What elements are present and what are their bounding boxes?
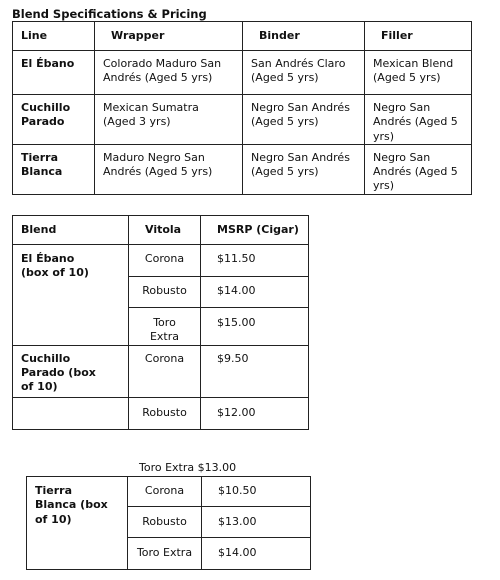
tierra-blanca-table [26, 476, 311, 570]
table-row [13, 345, 309, 397]
msrp-value: $13.00 [218, 515, 257, 528]
msrp-value: $12.00 [217, 405, 256, 419]
line-name: Tierra Blanca [21, 150, 63, 179]
table-header-row [13, 22, 472, 51]
msrp-value: $15.00 [217, 316, 256, 329]
line-name: Cuchillo Parado [21, 101, 71, 129]
pricing-table [12, 215, 309, 430]
vitola-value: Robusto [142, 405, 187, 419]
vitola-value: Corona [144, 484, 185, 497]
blend-name: El Ébano (box of 10) [21, 252, 89, 280]
binder-value: Negro San Andrés (Aged 5 yrs) [251, 150, 350, 179]
header-wrapper: Wrapper [111, 29, 165, 42]
msrp-value: $11.50 [217, 252, 256, 265]
wrapper-value: Colorado Maduro San Andrés (Aged 5 yrs) [103, 57, 222, 85]
header-line: Line [21, 29, 48, 42]
table-row [13, 51, 472, 95]
filler-value: Negro San Andrés (Aged 5 yrs) [373, 150, 458, 193]
header-vitola: Vitola [145, 223, 182, 236]
msrp-value: $9.50 [217, 351, 249, 365]
header-binder: Binder [259, 29, 300, 42]
msrp-value: $14.00 [218, 546, 257, 559]
header-blend: Blend [21, 223, 57, 236]
vitola-value: Corona [144, 252, 185, 265]
wrapper-value: Mexican Sumatra (Aged 3 yrs) [103, 101, 199, 129]
wrapper-value: Maduro Negro San Andrés (Aged 5 yrs) [103, 150, 213, 179]
blend-name: Tierra Blanca (box of 10) [35, 484, 108, 526]
vitola-value: Toro Extra [149, 316, 180, 344]
filler-value: Negro San Andrés (Aged 5 yrs) [373, 101, 458, 143]
table-row [13, 245, 309, 277]
header-msrp: MSRP (Cigar) [217, 223, 299, 236]
line-name: El Ébano [21, 57, 75, 70]
empty-cell [13, 398, 128, 403]
msrp-value: $10.50 [218, 484, 257, 497]
vitola-value: Toro Extra [136, 546, 193, 559]
blend-spec-table [12, 21, 472, 195]
table-header-row [13, 216, 309, 245]
document-title: Blend Specifications & Pricing [12, 7, 207, 21]
binder-value: Negro San Andrés (Aged 5 yrs) [251, 101, 350, 129]
table-row [13, 95, 472, 145]
msrp-value: $14.00 [217, 284, 256, 297]
blend-name: Cuchillo Parado (box of 10) [21, 351, 96, 394]
filler-value: Mexican Blend (Aged 5 yrs) [373, 57, 454, 85]
vitola-value: Corona [144, 351, 185, 365]
stray-price-note: Toro Extra $13.00 [139, 461, 237, 474]
table-row [13, 144, 472, 194]
binder-value: San Andrés Claro (Aged 5 yrs) [251, 57, 346, 85]
vitola-value: Robusto [142, 284, 187, 297]
table-row [27, 477, 311, 507]
vitola-value: Robusto [142, 515, 187, 528]
table-row [13, 397, 309, 429]
header-filler: Filler [381, 29, 413, 42]
